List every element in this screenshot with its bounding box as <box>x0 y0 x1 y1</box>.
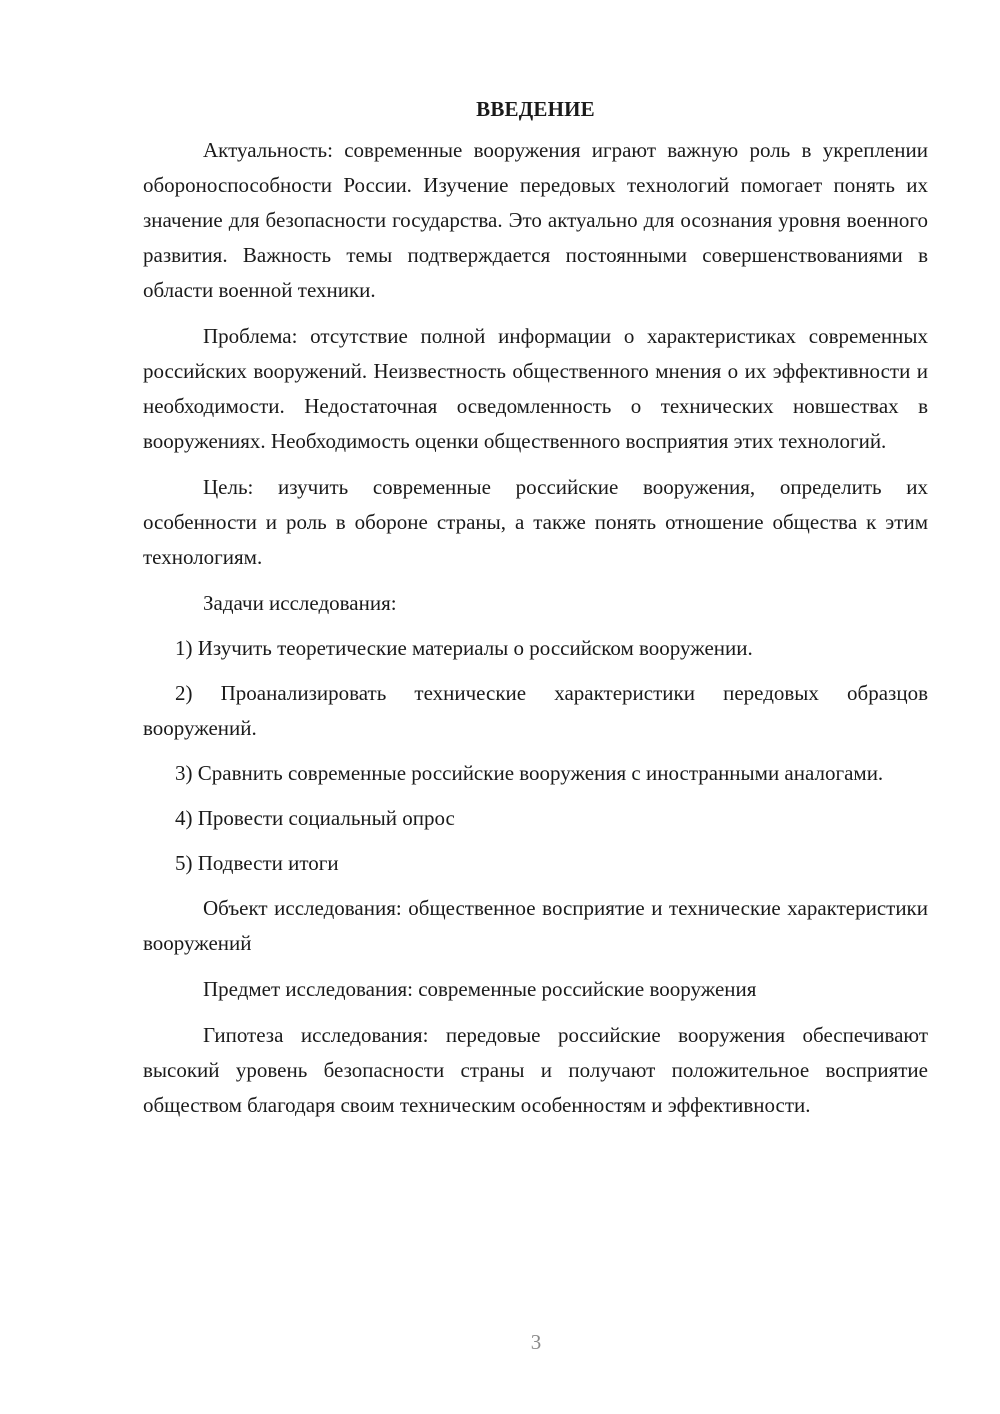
paragraph-goal: Цель: изучить современные российские вооружения, определить их особенности и роль в обороне страны, а также понять отношение общества к этим технологиям. <box>143 475 928 569</box>
paragraph-object: Объект исследования: общественное восприятие и технические характеристики вооружений <box>143 896 928 955</box>
paragraph-problem: Проблема: отсутствие полной информации о характеристиках современных российских вооружений. Неизвестность общественного мнения о их эффективности и необходимости. Недостаточная осведомленность о технических новшествах в вооружениях. Необходимость оценки общественного восприятия этих технологий. <box>143 324 928 453</box>
paragraph-subject: Предмет исследования: современные российские вооружения <box>203 977 757 1001</box>
task-item-2: 2) Проанализировать технические характеристики передовых образцов вооружений. <box>143 681 928 740</box>
section-title: ВВЕДЕНИЕ <box>476 97 595 121</box>
task-item-1: 1) Изучить теоретические материалы о российском вооружении. <box>175 636 753 660</box>
tasks-heading: Задачи исследования: <box>203 591 397 615</box>
task-item-4: 4) Провести социальный опрос <box>175 806 455 830</box>
paragraph-relevance: Актуальность: современные вооружения играют важную роль в укреплении обороноспособности России. Изучение передовых технологий помогает понять их значение для безопасности государства. Это актуально для осознания уровня военного развития. Важность темы подтверждается постоянными совершенствованиями в области военной техники. <box>143 138 928 302</box>
paragraph-hypothesis: Гипотеза исследования: передовые российские вооружения обеспечивают высокий уровень безопасности страны и получают положительное восприятие обществом благодаря своим техническим особенностям и эффективности. <box>143 1023 928 1117</box>
task-item-5: 5) Подвести итоги <box>175 851 339 875</box>
document-page <box>143 92 928 1134</box>
page-number: 3 <box>530 1330 542 1354</box>
task-item-3: 3) Сравнить современные российские вооружения с иностранными аналогами. <box>175 761 884 785</box>
